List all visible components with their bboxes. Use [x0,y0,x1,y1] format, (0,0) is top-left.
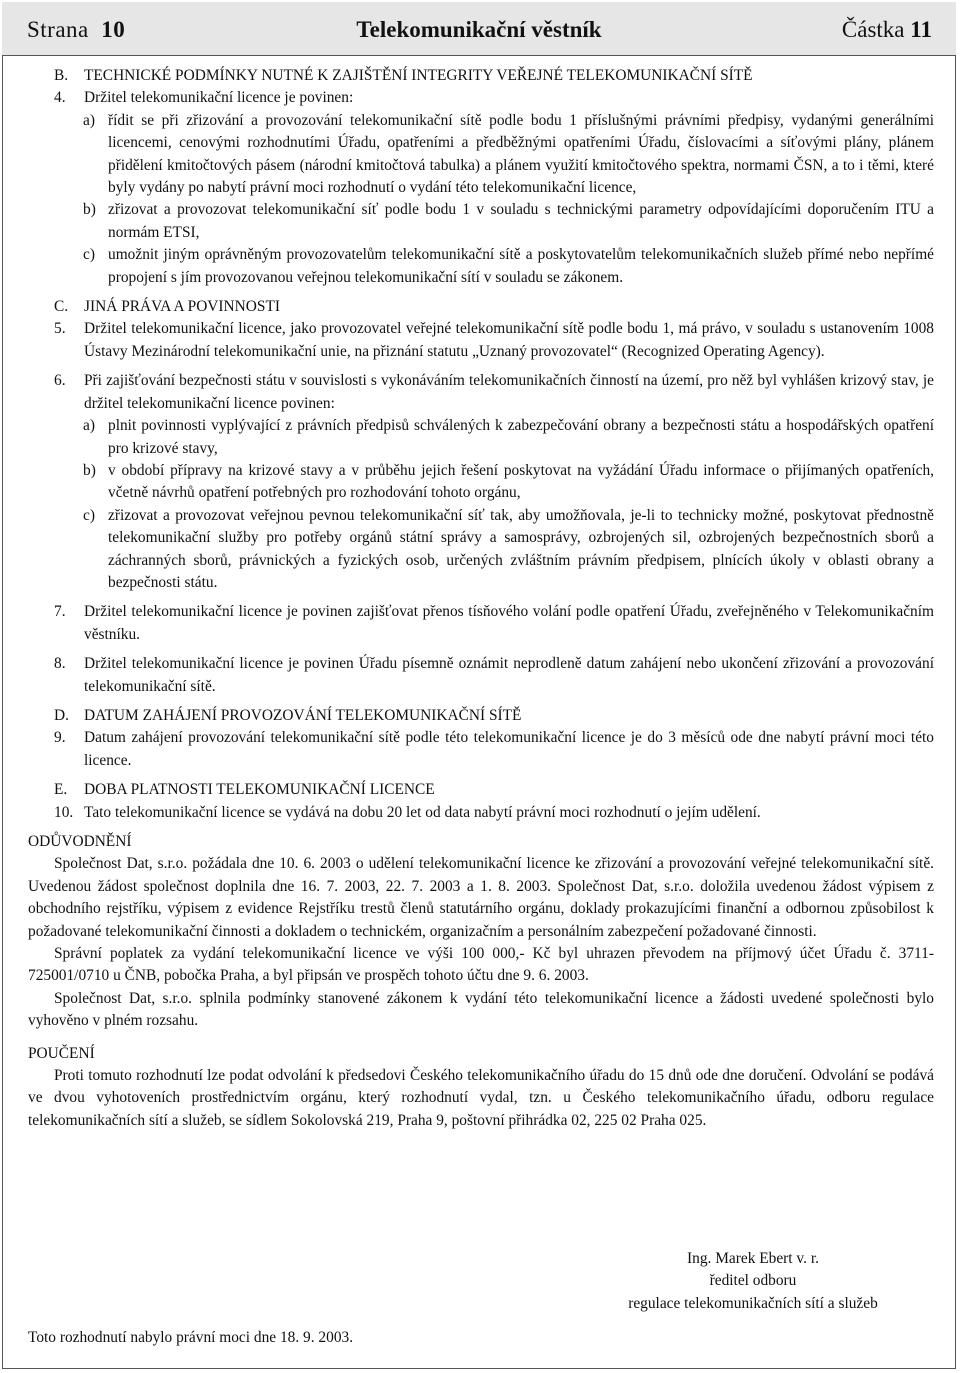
list-item: b) zřizovat a provozovat telekomunikační síť podle bodu 1 v souladu s technickými parametry odpovídajícími doporučením ITU a normám ETSI, [83,201,934,241]
pouceni-heading: POUČENÍ [28,1044,95,1062]
document-body [28,65,934,1132]
page-number-label: Strana 10 [27,17,126,42]
oduvodneni-heading: ODŮVODNĚNÍ [28,833,132,850]
paragraph-9: 9. Datum zahájení provozování telekomunikační sítě podle této telekomunikační licence je do 3 měsíců ode dne nabytí právní moci této licence. [54,729,934,769]
signatory-position: ředitel odboru [709,1272,797,1290]
section-e-heading: E. DOBA PLATNOSTI TELEKOMUNIKAČNÍ LICENCE [54,781,435,799]
signatory-department: regulace telekomunikačních sítí a služeb [628,1294,878,1312]
list-item: b) v období přípravy na krizové stavy a v průběhu jejich řešení poskytovat na vyžádání Úřadu informace o přijímaných opatřeních, včetně návrhů opatření potřebných pro rozhodování tohoto orgánu, [83,461,934,502]
oduvodneni-paragraph: Společnost Dat, s.r.o. splnila podmínky stanovené zákonem k vydání této telekomunikační licence a žádosti uvedené společnosti bylo vyhověno v plném rozsahu. [28,989,934,1030]
paragraph-4: 4. Držitel telekomunikační licence je povinen: [54,89,354,107]
paragraph-6: 6. Při zajišťování bezpečnosti státu v souvislosti s vykonáváním telekomunikačních činností na území, pro něž byl vyhlášen krizový stav, je držitel telekomunikační licence povinen: [54,372,934,412]
list-item: a) plnit povinnosti vyplývající z právních předpisů schválených k zabezpečování obrany a bezpečnosti státu a hospodářských opatření pro krizové stavy, [83,417,934,457]
list-item: a) řídit se při zřizování a provozování telekomunikační sítě podle bodu 1 příslušnými právními předpisy, vydanými generálními licencemi, cenovými rozhodnutími Úřadu, opatřeními a předběžnými opatřeními Úřadu, číslovacími a síťovými plány, plánem přidělení kmitočtových pásem (národní kmitočtová tabulka) a plánem využití kmitočtového spektra, normami ČSN, a to i těmi, které byly vydány po nabytí právní moci rozhodnutí o vydání této telekomunikační licence, [83,111,934,197]
page-header [2,2,956,56]
section-b-heading: B. TECHNICKÉ PODMÍNKY NUTNÉ K ZAJIŠTĚNÍ INTEGRITY VEŘEJNÉ TELEKOMUNIKAČNÍ SÍTĚ [54,67,753,84]
signature-block [604,1248,902,1315]
part-number-label: Částka 11 [841,17,932,42]
paragraph-7: 7. Držitel telekomunikační licence je povinen zajišťovat přenos tísňového volání podle opatření Úřadu, zveřejněného v Telekomunikačním věstníku. [54,603,934,643]
section-c-heading: C. JINÁ PRÁVA A POVINNOSTI [54,298,280,316]
paragraph-8: 8. Držitel telekomunikační licence je povinen Úřadu písemně oznámit neprodleně datum zahájení nebo ukončení zřizování a provozování telekomunikační sítě. [54,655,934,695]
oduvodneni-paragraph: Správní poplatek za vydání telekomunikační licence ve výši 100 000,- Kč byl uhrazen převodem na příjmový účet Úřadu č. 3711-725001/0710 u ČNB, pobočka Praha, a byl připsán ve prospěch tohoto účtu dne 9. 6. 2003. [28,945,934,985]
journal-title: Telekomunikační věstník [356,17,602,42]
paragraph-5: 5. Držitel telekomunikační licence, jako provozovatel veřejné telekomunikační sítě podle bodu 1, má právo, v souladu s ustanovením 1008 Ústavy Mezinárodní telekomunikační unie, na přiznání statutu „Uznaný provozovatel“ (Recognized Operating Agency). [54,320,934,360]
oduvodneni-paragraph: Společnost Dat, s.r.o. požádala dne 10. 6. 2003 o udělení telekomunikační licence ke zřizování a provozování veřejné telekomunikační sítě. Uvedenou žádost společnost doplnila dne 16. 7. 2003, 22. 7. 2003 a 1. 8. 2003. Společnost Dat, s.r.o. doložila uvedenou žádost výpisem z obchodního rejstříku, výpisem z evidence Rejstříku trestů členů statutárního orgánu, doklady prokazujícími finanční a odbornou způsobilost k požadované telekomunikační činnosti a dokladem o technickém, organizačním a personálním zabezpečení požadované činnosti. [28,855,934,940]
legal-effect-note: Toto rozhodnutí nabylo právní moci dne 18. 9. 2003. [28,1329,354,1346]
list-item: c) umožnit jiným oprávněným provozovatelům telekomunikační sítě a poskytovatelům telekomunikačních služeb přímé nebo nepřímé propojení s jím provozovanou veřejnou telekomunikační sítí v souladu se zákonem. [83,246,934,286]
signatory-name: Ing. Marek Ebert v. r. [687,1250,819,1267]
paragraph-10: 10. Tato telekomunikační licence se vydává na dobu 20 let od data nabytí právní moci rozhodnutí o jejím udělení. [54,803,761,821]
section-d-heading: D. DATUM ZAHÁJENÍ PROVOZOVÁNÍ TELEKOMUNIKAČNÍ SÍTĚ [54,706,522,724]
list-item: c) zřizovat a provozovat veřejnou pevnou telekomunikační síť tak, aby umožňovala, je-li to technicky možné, poskytovat přednostně telekomunikační služby pro potřeby orgánů státní správy a samosprávy, ozbrojených sil, ozbrojených bezpečnostních sborů a záchranných sborů, právnických a fyzických osob, určených zvláštním právním předpisem, plnících úkoly v oblasti obrany a bezpečnosti státu. [83,506,934,591]
pouceni-paragraph: Proti tomuto rozhodnutí lze podat odvolání k předsedovi Českého telekomunikačního úřadu do 15 dnů ode dne doručení. Odvolání se podává ve dvou vyhotoveních prostřednictvím orgánu, který rozhodnutí vydal, tzn. u Českého telekomunikačního úřadu, odboru regulace telekomunikačních sítí a služeb, se sídlem Sokolovská 219, Praha 9, poštovní přihrádka 02, 225 02 Praha 025. [28,1067,934,1129]
